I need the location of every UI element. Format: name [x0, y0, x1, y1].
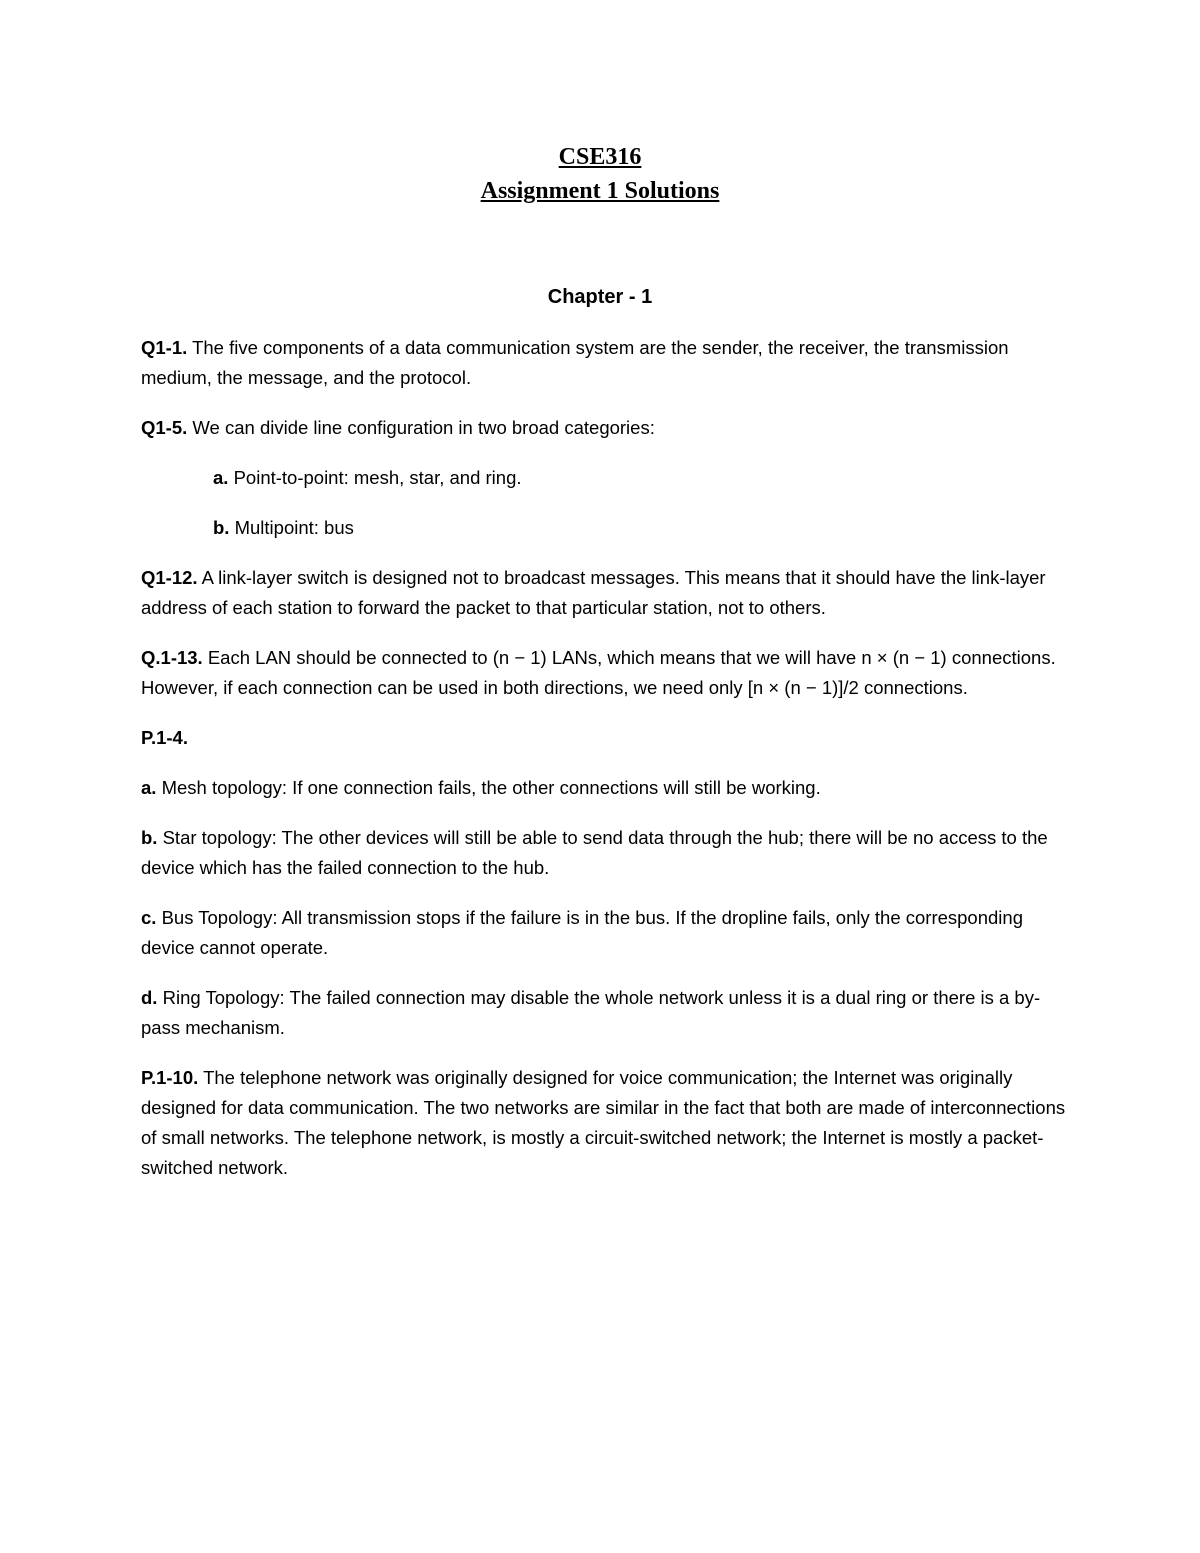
answer-star-topology: [141, 823, 1071, 883]
list-marker: c.: [141, 907, 157, 928]
answer-label: P.1-4.: [141, 727, 188, 748]
list-item-multipoint: [141, 513, 1071, 543]
document-body: [141, 333, 1071, 1203]
chapter-heading: Chapter - 1: [547, 286, 653, 308]
course-title: CSE316: [558, 144, 642, 170]
answer-text: The telephone network was originally designed for voice communication; the Internet was originally designed for data communication. The two networks are similar in the fact that both are made of interconnections of small networks. The telephone network, is mostly a circuit-switched network; the Internet is mostly a packet-switched network.: [141, 1067, 1066, 1178]
list-marker: a.: [213, 467, 229, 488]
answer-bus-topology: [141, 903, 1071, 963]
answer-label: Q1-12.: [141, 567, 198, 588]
answer-q1-1: [141, 333, 1071, 393]
list-text: Ring Topology: The failed connection may disable the whole network unless it is a dual ring or there is a by-pass mechanism.: [141, 987, 1041, 1038]
list-marker: d.: [141, 987, 158, 1008]
answer-text: We can divide line configuration in two broad categories:: [187, 417, 655, 438]
list-text: Point-to-point: mesh, star, and ring.: [228, 467, 522, 488]
list-marker: a.: [141, 777, 157, 798]
list-item-point-to-point: [141, 463, 1071, 493]
list-text: Bus Topology: All transmission stops if the failure is in the bus. If the dropline fails, only the corresponding device cannot operate.: [141, 907, 1023, 958]
answer-p1-10: [141, 1063, 1071, 1183]
assignment-title: Assignment 1 Solutions: [480, 178, 720, 204]
answer-q1-12: [141, 563, 1071, 623]
list-text: Star topology: The other devices will still be able to send data through the hub; there will be no access to the device which has the failed connection to the hub.: [141, 827, 1048, 878]
answer-mesh-topology: [141, 773, 1071, 803]
answer-text: Each LAN should be connected to (n − 1) LANs, which means that we will have n × (n − 1) connections. However, if each connection can be used in both directions, we need only [n × (n − 1)]/2 connections.: [141, 647, 1056, 698]
answer-label: P.1-10.: [141, 1067, 199, 1088]
list-marker: b.: [141, 827, 158, 848]
answer-q1-13: [141, 643, 1071, 703]
title-block: [0, 140, 1200, 208]
answer-label: Q.1-13.: [141, 647, 203, 668]
answer-label: Q1-5.: [141, 417, 188, 438]
list-text: Mesh topology: If one connection fails, the other connections will still be working.: [156, 777, 821, 798]
answer-text: The five components of a data communication system are the sender, the receiver, the transmission medium, the message, and the protocol.: [141, 337, 1009, 388]
answer-label: Q1-1.: [141, 337, 188, 358]
answer-ring-topology: [141, 983, 1071, 1043]
answer-text: A link-layer switch is designed not to broadcast messages. This means that it should have the link-layer address of each station to forward the packet to that particular station, not to others.: [141, 567, 1046, 618]
list-text: Multipoint: bus: [229, 517, 354, 538]
answer-q1-5: [141, 413, 1071, 443]
problem-p1-4-heading: [141, 723, 1071, 753]
list-marker: b.: [213, 517, 230, 538]
